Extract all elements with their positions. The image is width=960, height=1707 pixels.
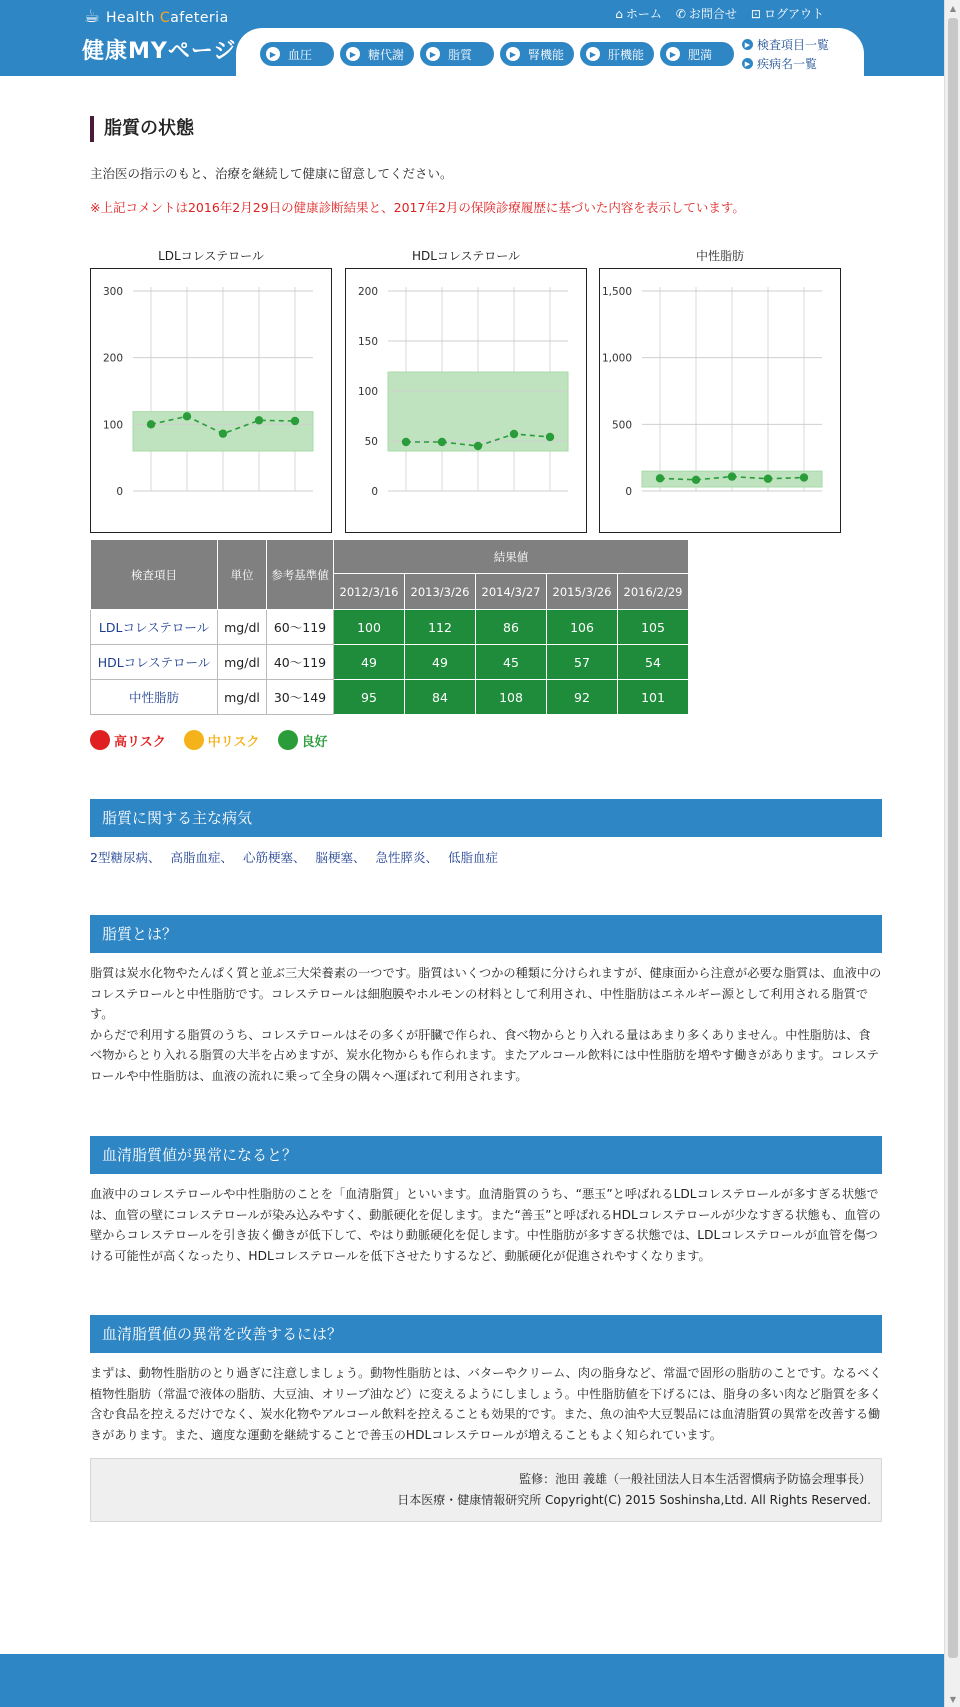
supervisor-credit: 監修：池田 義雄（一般社団法人日本生活習慣病予防協会理事長） xyxy=(519,1472,871,1486)
data-point xyxy=(546,433,554,441)
test-item-link[interactable]: 中性脂肪 xyxy=(91,680,218,715)
what-body-2: からだで利用する脂質のうち、コレステロールはその多くが肝臓で作られ、食べ物からとり入れる量はあまり多くありません。中性脂肪は、食べ物からとり入れる脂質の大半を占めますが、炭水化物からも作られます。またアルコール飲料には中性脂肪を増やす働きがあります。コレステロールや中性脂肪は、血液の流れに乗って全身の隅々へ運ばれて利用されます。 xyxy=(90,1027,879,1083)
y-tick-label: 50 xyxy=(364,436,378,448)
hdl-chart-svg xyxy=(346,269,585,531)
value-cell: 95 xyxy=(334,680,405,715)
disease-link[interactable]: 2型糖尿病、 xyxy=(90,850,161,865)
header-date: 2016/2/29 xyxy=(618,574,689,610)
home-icon: ⌂ xyxy=(615,6,623,21)
nav-kidney[interactable] xyxy=(500,42,574,66)
header-ref: 参考基準値 xyxy=(267,540,334,610)
disease-link[interactable]: 低脂血症 xyxy=(448,850,499,865)
logo-c: C xyxy=(159,10,171,26)
credit-box xyxy=(90,1458,882,1522)
value-cell: 105 xyxy=(618,610,689,645)
table-row xyxy=(91,645,689,680)
intro-text: 主治医の指示のもと、治療を継続して健康に留意してください。 xyxy=(90,166,453,181)
scroll-down-icon[interactable]: ▼ xyxy=(949,1694,957,1704)
data-point xyxy=(728,472,736,480)
arrow-right-icon: ▶ xyxy=(742,58,753,69)
arrow-right-icon: ▶ xyxy=(266,47,280,61)
red-dot-icon xyxy=(90,730,110,750)
data-point xyxy=(656,474,664,482)
arrow-right-icon: ▶ xyxy=(426,47,440,61)
data-point xyxy=(764,475,772,483)
ref-cell: 40～119 xyxy=(267,645,334,680)
improve-paragraph: まずは、動物性脂肪のとり過ぎに注意しましょう。動物性脂肪とは、バターやクリーム、肉の脂身など、常温で固形の脂肪のことです。なるべく植物性脂肪（常温で液体の脂肪、大豆油、オリーブ油など）に変えるようにしましょう。中性脂肪値を下げるには、脂身の多い肉など脂質を多く含む食品を控えるだけでなく、炭水化物やアルコール飲料を控えることも効果的です。また、魚の油や大豆製品には血清脂質の異常を改善する働きがあります。また、適度な運動を継続することで善玉のHDLコレステロールが増えることもよく知られています。 xyxy=(90,1366,882,1442)
data-point xyxy=(438,438,446,446)
y-tick-label: 0 xyxy=(371,486,378,498)
y-tick-label: 0 xyxy=(116,486,123,498)
arrow-right-icon: ▶ xyxy=(742,39,753,50)
yellow-dot-icon xyxy=(184,730,204,750)
vertical-scrollbar[interactable] xyxy=(944,0,960,1707)
data-point xyxy=(800,473,808,481)
unit-cell: mg/dl xyxy=(218,645,267,680)
nav-lipid[interactable] xyxy=(420,42,494,66)
ref-cell: 30～149 xyxy=(267,680,334,715)
page-title: 脂質の状態 xyxy=(90,116,194,142)
table-row xyxy=(91,680,689,715)
test-items-link[interactable] xyxy=(742,36,829,53)
results-table xyxy=(90,539,689,715)
table-row xyxy=(91,610,689,645)
y-tick-label: 0 xyxy=(625,486,632,498)
phone-icon: ✆ xyxy=(675,6,686,21)
data-point xyxy=(147,420,155,428)
data-point xyxy=(255,416,263,424)
arrow-right-icon: ▶ xyxy=(666,47,680,61)
section-heading-abnormal: 血清脂質値が異常になると？ xyxy=(90,1136,882,1174)
arrow-right-icon: ▶ xyxy=(586,47,600,61)
what-body-1: 脂質は炭水化物やたんぱく質と並ぶ三大栄養素の一つです。脂質はいくつかの種類に分けられますが、健康面から注意が必要な脂質は、血液中のコレステロールと中性脂肪です。コレステロールは細胞膜やホルモンの材料として利用され、中性脂肪はエネルギー源として利用される脂質です。 xyxy=(90,966,882,1021)
logout-link-label: ログアウト xyxy=(763,7,824,21)
section-heading-what: 脂質とは？ xyxy=(90,915,882,953)
value-cell: 49 xyxy=(334,645,405,680)
header-date: 2013/3/26 xyxy=(405,574,476,610)
data-point xyxy=(510,430,518,438)
disease-link[interactable]: 脳梗塞、 xyxy=(315,850,366,865)
test-item-link[interactable]: LDLコレステロール xyxy=(91,610,218,645)
legend-label: 高リスク xyxy=(114,734,166,750)
value-cell: 106 xyxy=(547,610,618,645)
nav-glucose[interactable] xyxy=(340,42,414,66)
y-tick-label: 100 xyxy=(102,419,123,432)
section-heading-improve: 血清脂質値の異常を改善するには？ xyxy=(90,1315,882,1353)
header-results: 結果値 xyxy=(334,540,689,574)
header-unit: 単位 xyxy=(218,540,267,610)
y-tick-label: 100 xyxy=(357,386,378,398)
y-tick-label: 300 xyxy=(102,286,123,298)
legend-label: 良好 xyxy=(301,734,328,750)
tg-chart xyxy=(599,246,841,533)
nav-label: 血圧 xyxy=(288,47,313,62)
disease-list xyxy=(90,848,498,866)
legend-good xyxy=(278,730,328,750)
side-links xyxy=(742,36,829,72)
value-cell: 108 xyxy=(476,680,547,715)
chart-frame xyxy=(90,268,332,533)
header-item: 検査項目 xyxy=(91,540,218,610)
y-tick-label: 200 xyxy=(357,286,378,298)
section-heading-diseases: 脂質に関する主な病気 xyxy=(90,799,882,837)
reference-band xyxy=(388,372,568,451)
home-link-label: ホーム xyxy=(625,7,662,21)
logout-link[interactable] xyxy=(751,5,824,22)
disease-list-label: 疾病名一覧 xyxy=(757,57,818,71)
top-links xyxy=(615,5,824,22)
contact-link[interactable] xyxy=(676,5,737,22)
ldl-chart-svg xyxy=(91,269,330,531)
disease-link[interactable]: 急性膵炎、 xyxy=(375,850,439,865)
chart-title: HDLコレステロール xyxy=(411,249,521,263)
unit-cell: mg/dl xyxy=(218,610,267,645)
scroll-up-icon[interactable]: ▲ xyxy=(949,3,957,13)
nav-label: 糖代謝 xyxy=(368,47,405,62)
y-tick-label: 1,000 xyxy=(601,352,632,365)
coffee-cup-icon: ☕ xyxy=(84,6,101,27)
value-cell: 57 xyxy=(547,645,618,680)
unit-cell: mg/dl xyxy=(218,680,267,715)
nav-blood-pressure[interactable] xyxy=(260,42,334,66)
data-point xyxy=(402,438,410,446)
chart-frame xyxy=(345,268,587,533)
test-items-label: 検査項目一覧 xyxy=(757,38,830,52)
header-date: 2012/3/16 xyxy=(334,574,405,610)
value-cell: 84 xyxy=(405,680,476,715)
y-tick-label: 150 xyxy=(357,336,378,348)
disease-list-link[interactable] xyxy=(742,55,829,72)
header-date: 2015/3/26 xyxy=(547,574,618,610)
nav-obesity[interactable] xyxy=(660,42,734,66)
home-link[interactable] xyxy=(615,5,662,22)
chart-frame xyxy=(599,268,841,533)
data-point xyxy=(692,476,700,484)
logo[interactable] xyxy=(106,10,229,26)
arrow-right-icon: ▶ xyxy=(506,47,520,61)
logo-prefix: Health xyxy=(106,10,160,26)
value-cell: 92 xyxy=(547,680,618,715)
ref-cell: 60～119 xyxy=(267,610,334,645)
value-cell: 86 xyxy=(476,610,547,645)
y-tick-label: 500 xyxy=(611,419,632,432)
y-tick-label: 200 xyxy=(102,352,123,365)
value-cell: 49 xyxy=(405,645,476,680)
tg-chart-svg xyxy=(600,269,839,531)
site-title[interactable]: 健康MYページ xyxy=(82,39,237,64)
ldl-chart xyxy=(90,246,332,533)
category-nav xyxy=(260,42,734,66)
disease-link[interactable]: 高脂血症、 xyxy=(170,850,233,865)
legend-high-risk xyxy=(90,730,166,750)
data-point xyxy=(183,412,191,420)
y-tick-label: 1,500 xyxy=(601,286,632,298)
nav-label: 脂質 xyxy=(448,47,473,62)
data-point xyxy=(474,442,482,450)
nav-label: 肥満 xyxy=(688,47,713,62)
scroll-thumb[interactable] xyxy=(948,18,958,1658)
notice-text: ※上記コメントは2016年2月29日の健康診断結果と、2017年2月の保険診療履歴に基づいた内容を表示しています。 xyxy=(90,200,745,215)
data-point xyxy=(219,429,227,437)
disease-link[interactable]: 心筋梗塞、 xyxy=(242,850,306,865)
data-point xyxy=(291,417,299,425)
test-item-link[interactable]: HDLコレステロール xyxy=(91,645,218,680)
copyright: 日本医療・健康情報研究所 Copyright(C) 2015 Soshinsha,Ltd. All Rights Reserved. xyxy=(397,1493,871,1507)
risk-legend xyxy=(90,730,328,750)
value-cell: 112 xyxy=(405,610,476,645)
header-date: 2014/3/27 xyxy=(476,574,547,610)
chart-title: LDLコレステロール xyxy=(158,249,264,263)
abnormal-paragraph: 血液中のコレステロールや中性脂肪のことを「血清脂質」といいます。血清脂質のうち、“悪玉”と呼ばれるLDLコレステロールが多すぎる状態では、血管の壁にコレステロールが染み込みやすく、動脈硬化を促します。また“善玉”と呼ばれるHDLコレステロールが少なすぎる状態も、血管の壁からコレステロールを引き抜く働きが低下して、やはり動脈硬化を促します。中性脂肪が多すぎる状態では、LDLコレステロールが血管を傷つける可能性が高くなったり、HDLコレステロールを低下させたりするなど、動脈硬化が促進されやすくなります。 xyxy=(90,1187,881,1263)
value-cell: 45 xyxy=(476,645,547,680)
what-paragraph xyxy=(90,963,882,1086)
value-cell: 100 xyxy=(334,610,405,645)
logo-suffix: afeteria xyxy=(170,10,229,26)
nav-label: 肝機能 xyxy=(608,47,645,62)
green-dot-icon xyxy=(278,730,298,750)
value-cell: 101 xyxy=(618,680,689,715)
legend-mid-risk xyxy=(184,730,260,750)
footer-band xyxy=(0,1654,944,1707)
legend-label: 中リスク xyxy=(207,734,260,750)
chart-title: 中性脂肪 xyxy=(695,249,744,263)
hdl-chart xyxy=(345,246,587,533)
nav-label: 腎機能 xyxy=(528,47,565,62)
contact-link-label: お問合せ xyxy=(688,7,737,21)
lock-icon: ⊡ xyxy=(750,6,761,21)
arrow-right-icon: ▶ xyxy=(346,47,360,61)
nav-liver[interactable] xyxy=(580,42,654,66)
value-cell: 54 xyxy=(618,645,689,680)
